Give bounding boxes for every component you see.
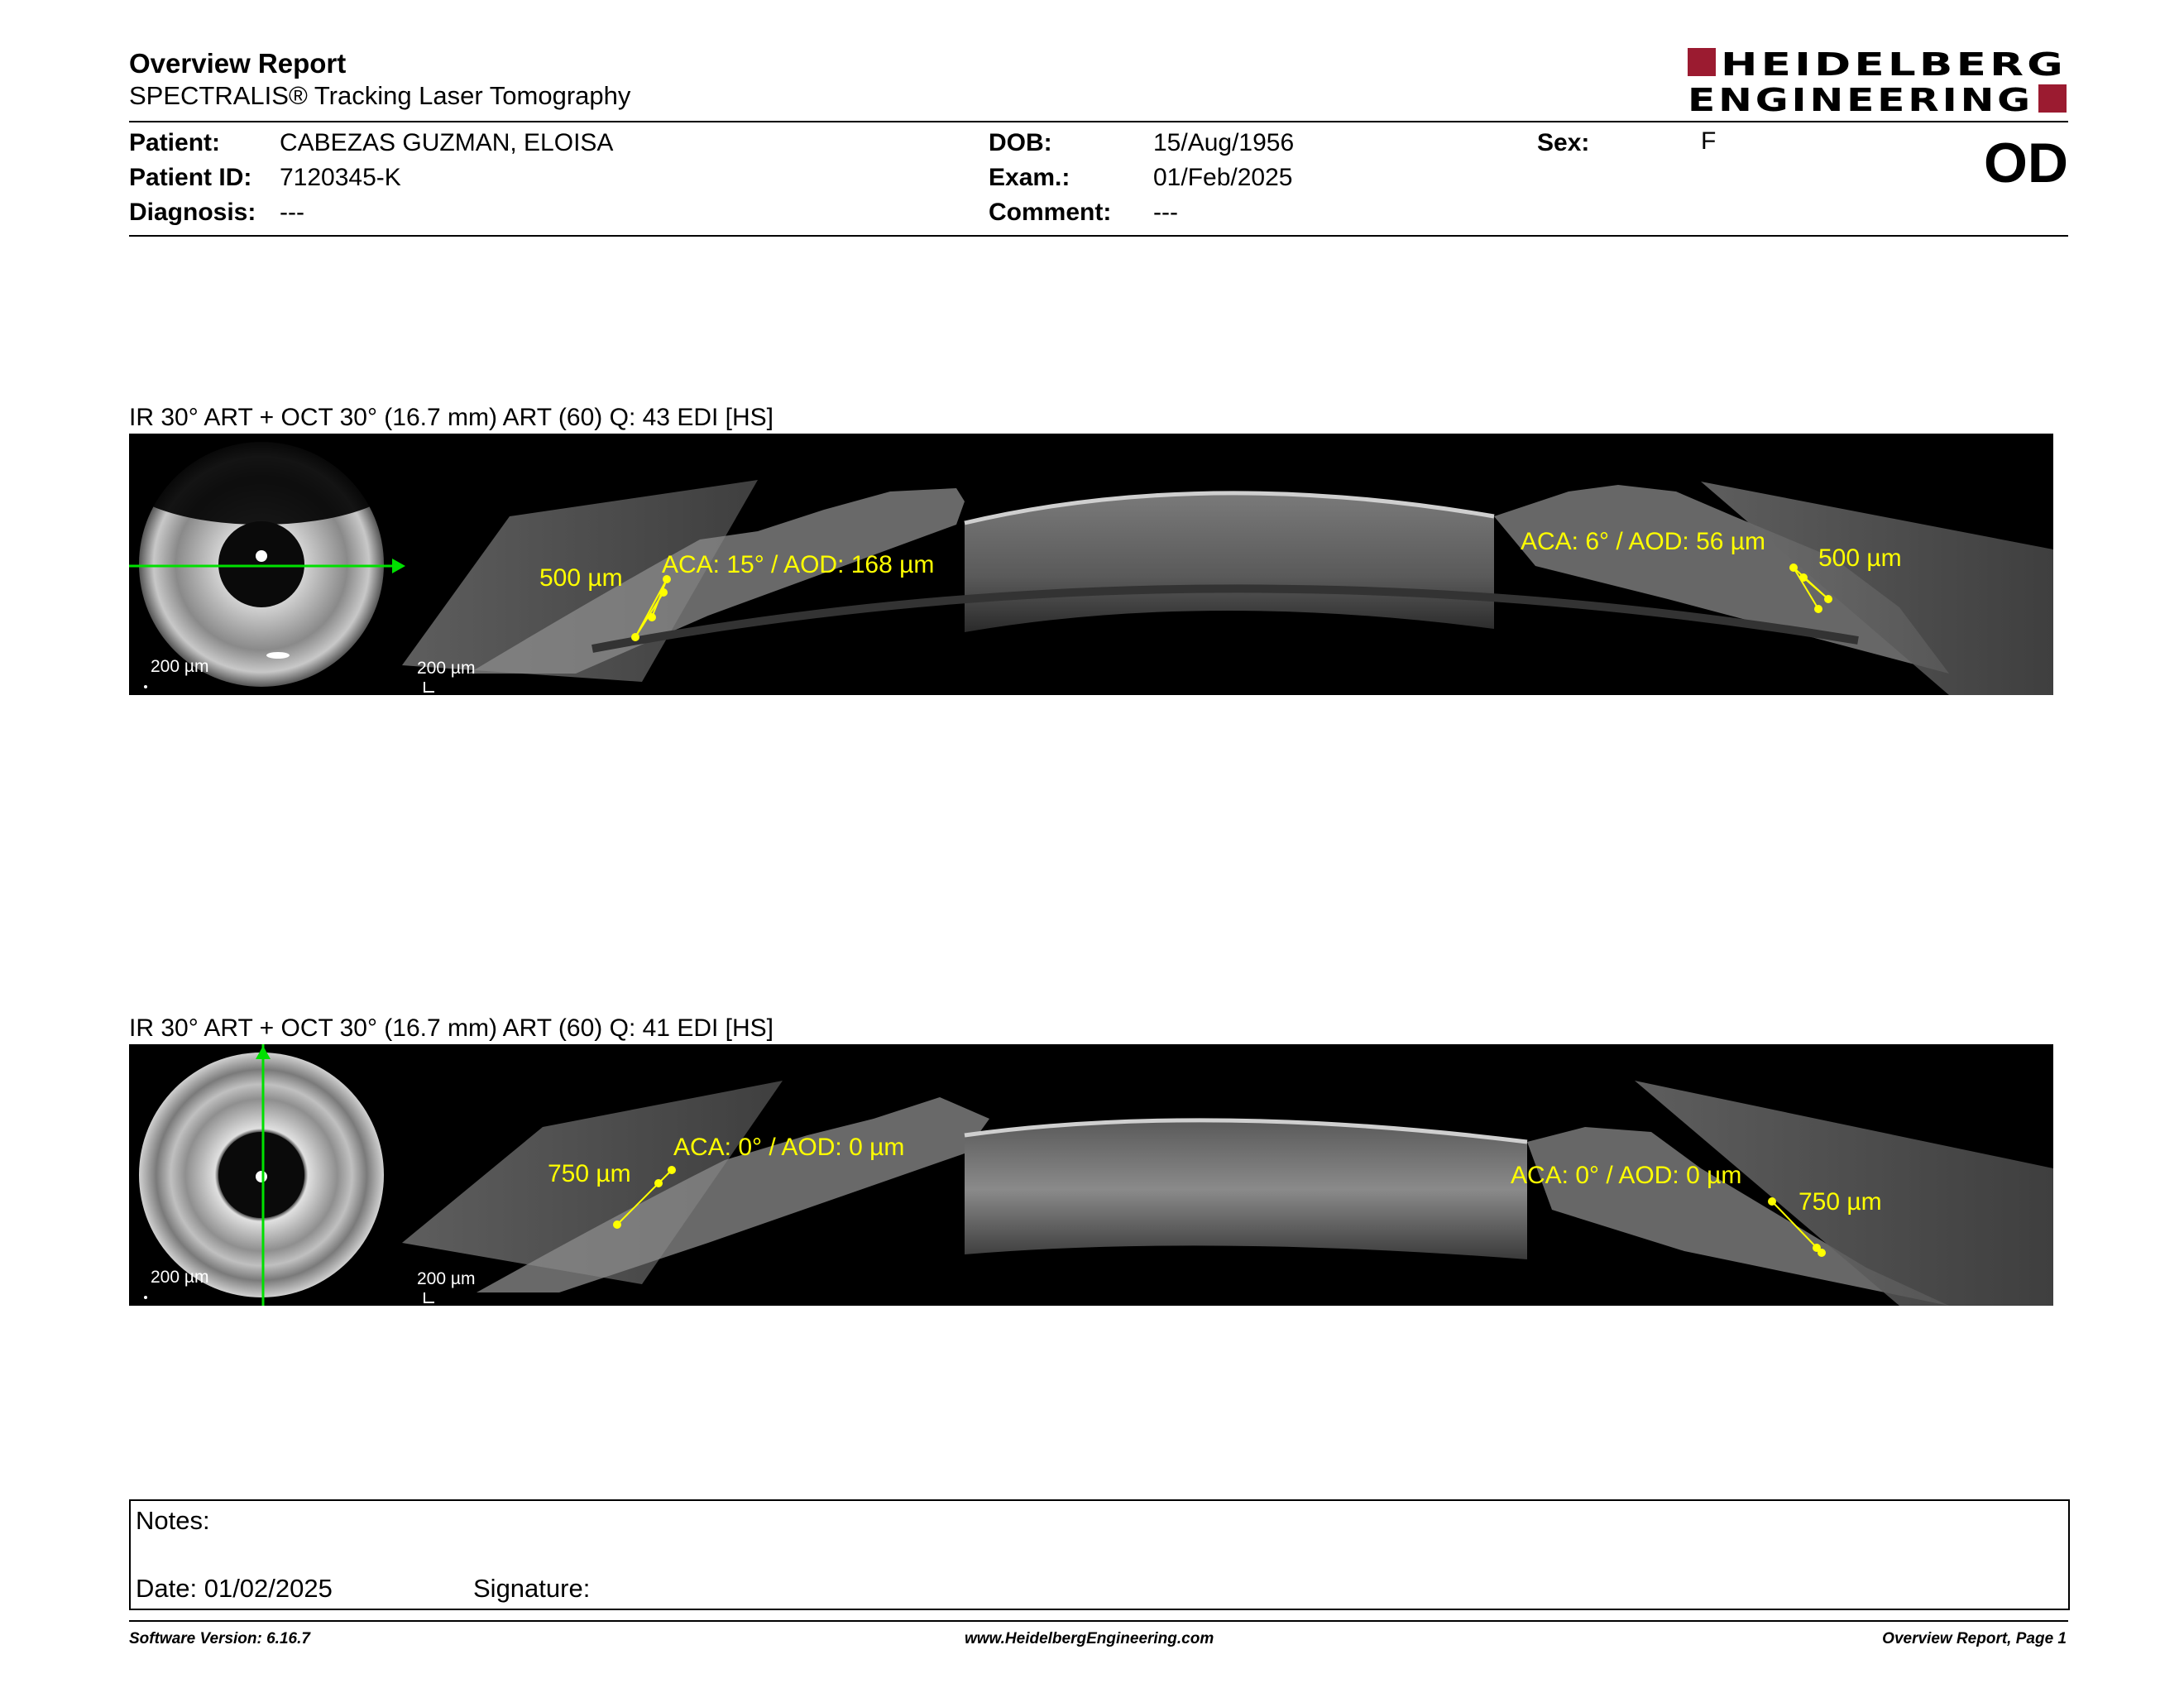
left-distance-label: 500 µm — [539, 564, 623, 592]
patient-label: Patient: — [129, 129, 221, 156]
comment-value: --- — [1153, 199, 1178, 226]
report-subtitle: SPECTRALIS® Tracking Laser Tomography — [129, 81, 631, 110]
scan-2-panel — [129, 1044, 2053, 1306]
ir-scale-label: 200 µm — [151, 657, 209, 676]
dob-label: DOB: — [989, 129, 1052, 156]
ir-scale-bar-icon — [144, 685, 147, 688]
notes-box[interactable] — [129, 1499, 2070, 1610]
header-divider — [129, 121, 2068, 122]
footer-website-link[interactable]: www.HeidelbergEngineering.com — [965, 1630, 1214, 1647]
oct-scale-bar-icon — [424, 1292, 434, 1302]
oct-scale-label: 200 µm — [417, 1269, 476, 1288]
info-divider — [129, 235, 2068, 237]
comment-label: Comment: — [989, 199, 1112, 226]
right-distance-label: 500 µm — [1818, 544, 1902, 572]
patient-name: CABEZAS GUZMAN, ELOISA — [280, 129, 614, 156]
right-aca-label: ACA: 6° / AOD: 56 µm — [1521, 528, 1766, 555]
report-title: Overview Report — [129, 48, 347, 79]
patient-id: 7120345-K — [280, 164, 401, 191]
date-label: Date: 01/02/2025 — [136, 1574, 333, 1603]
oct-scale-bar-icon — [424, 682, 434, 692]
diagnosis-label: Diagnosis: — [129, 199, 256, 226]
exam-label: Exam.: — [989, 164, 1070, 191]
ir-scale-bar-icon — [144, 1296, 147, 1299]
eye-indicator: OD — [1984, 132, 2068, 194]
footer-divider — [129, 1620, 2068, 1622]
footer-software-version: Software Version: 6.16.7 — [129, 1630, 310, 1647]
scan-direction-arrow-icon — [256, 1046, 271, 1059]
exam-value: 01/Feb/2025 — [1153, 164, 1293, 191]
sex-label: Sex: — [1537, 129, 1590, 156]
right-distance-label: 750 µm — [1798, 1188, 1882, 1216]
ir-scale-label: 200 µm — [151, 1268, 209, 1287]
svg-text:HEIDELBERG: HEIDELBERG — [1721, 46, 2067, 83]
scan-2-title: IR 30° ART + OCT 30° (16.7 mm) ART (60) Q: 41 EDI [HS] — [129, 1014, 774, 1042]
sex-value: F — [1701, 127, 1717, 155]
ir-image — [139, 1044, 384, 1306]
diagnosis-value: --- — [280, 199, 304, 226]
patient-id-label: Patient ID: — [129, 164, 252, 191]
right-aca-label: ACA: 0° / AOD: 0 µm — [1511, 1162, 1742, 1189]
ir-image — [129, 434, 405, 687]
footer-page-number: Overview Report, Page 1 — [1882, 1630, 2067, 1647]
notes-label: Notes: — [136, 1506, 210, 1535]
dob-value: 15/Aug/1956 — [1153, 129, 1295, 156]
left-aca-label: ACA: 15° / AOD: 168 µm — [662, 551, 935, 578]
heidelberg-logo — [1688, 46, 2068, 116]
oct-scale-label: 200 µm — [417, 659, 476, 678]
left-distance-label: 750 µm — [548, 1160, 631, 1187]
scan-direction-arrow-icon — [392, 559, 405, 573]
scan-1-title: IR 30° ART + OCT 30° (16.7 mm) ART (60) Q: 43 EDI [HS] — [129, 404, 774, 431]
signature-label: Signature: — [473, 1574, 591, 1603]
scan-1-panel — [129, 434, 2053, 695]
left-aca-label: ACA: 0° / AOD: 0 µm — [673, 1134, 905, 1161]
svg-text:ENGINEERING: ENGINEERING — [1688, 82, 2033, 116]
